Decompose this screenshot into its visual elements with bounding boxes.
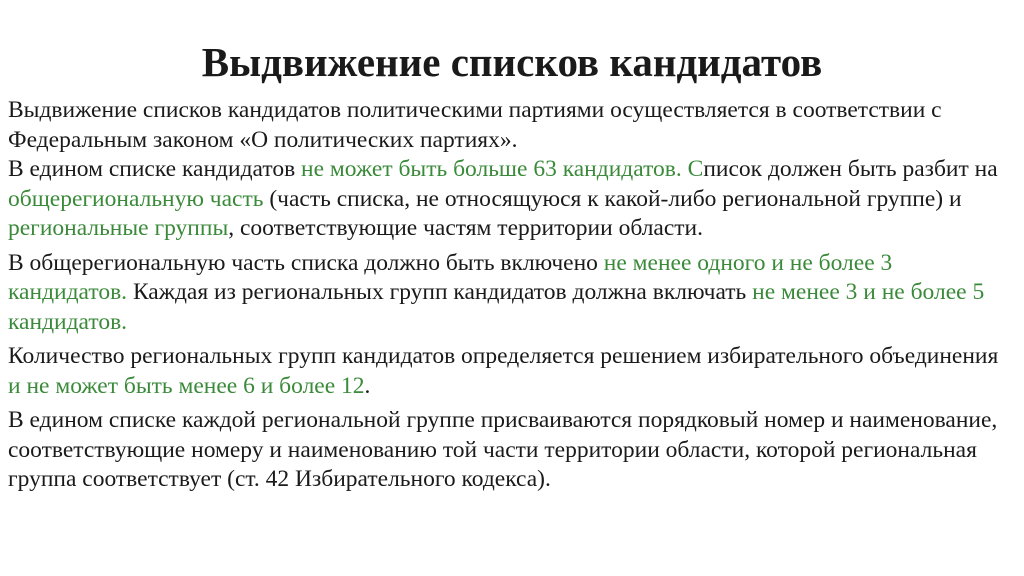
highlight-regional-group-count: не менее 3 и не более 5 кандидатов. xyxy=(8,279,985,335)
paragraph-single-list-structure xyxy=(8,155,1008,244)
paragraph-text: , соответствующие частям территории области. xyxy=(228,215,704,241)
highlight-general-part-count: не менее одного и не более 3 кандидатов. xyxy=(8,249,893,305)
paragraph-text: В общерегиональную часть списка должно быть включено xyxy=(8,249,604,276)
paragraph-group-numbering xyxy=(8,406,1008,495)
slide-body xyxy=(8,96,1008,495)
paragraph-nomination-by-parties xyxy=(8,96,1008,155)
paragraph-text: Количество региональных групп кандидатов определяется решением избирательного объединения xyxy=(8,343,999,369)
highlight-group-limits: и не может быть менее 6 и более 12 xyxy=(8,372,365,399)
paragraph-candidate-counts xyxy=(8,249,1008,338)
paragraph-number-of-groups xyxy=(8,342,1008,401)
paragraph-text: Выдвижение списков кандидатов политическими партиями осуществляется в соответствии с Федеральным законом «О политических партиях». xyxy=(8,97,942,153)
highlight-regional-groups: региональные группы xyxy=(8,215,229,241)
paragraph-text: В едином списке каждой региональной группе присваиваются порядковый номер и наименование, соответствующие номеру и наименованию той части территории области, которой региональная группа соответствует (ст. 42 Избирательного кодекса). xyxy=(8,407,998,492)
slide-title: Выдвижение списков кандидатов xyxy=(201,39,823,85)
highlight-max-candidates: не может быть больше 63 кандидатов. С xyxy=(301,156,704,182)
highlight-general-regional-part: общерегиональную часть xyxy=(8,185,264,212)
paragraph-text: (часть списка, не относящуюся к какой-либо региональной группе) и xyxy=(263,185,962,212)
paragraph-text: Каждая из региональных групп кандидатов должна включать xyxy=(127,279,753,305)
paragraph-text: В едином списке кандидатов xyxy=(8,156,302,182)
paragraph-text: писок должен быть разбит на xyxy=(703,156,998,182)
paragraph-text: . xyxy=(364,372,371,399)
